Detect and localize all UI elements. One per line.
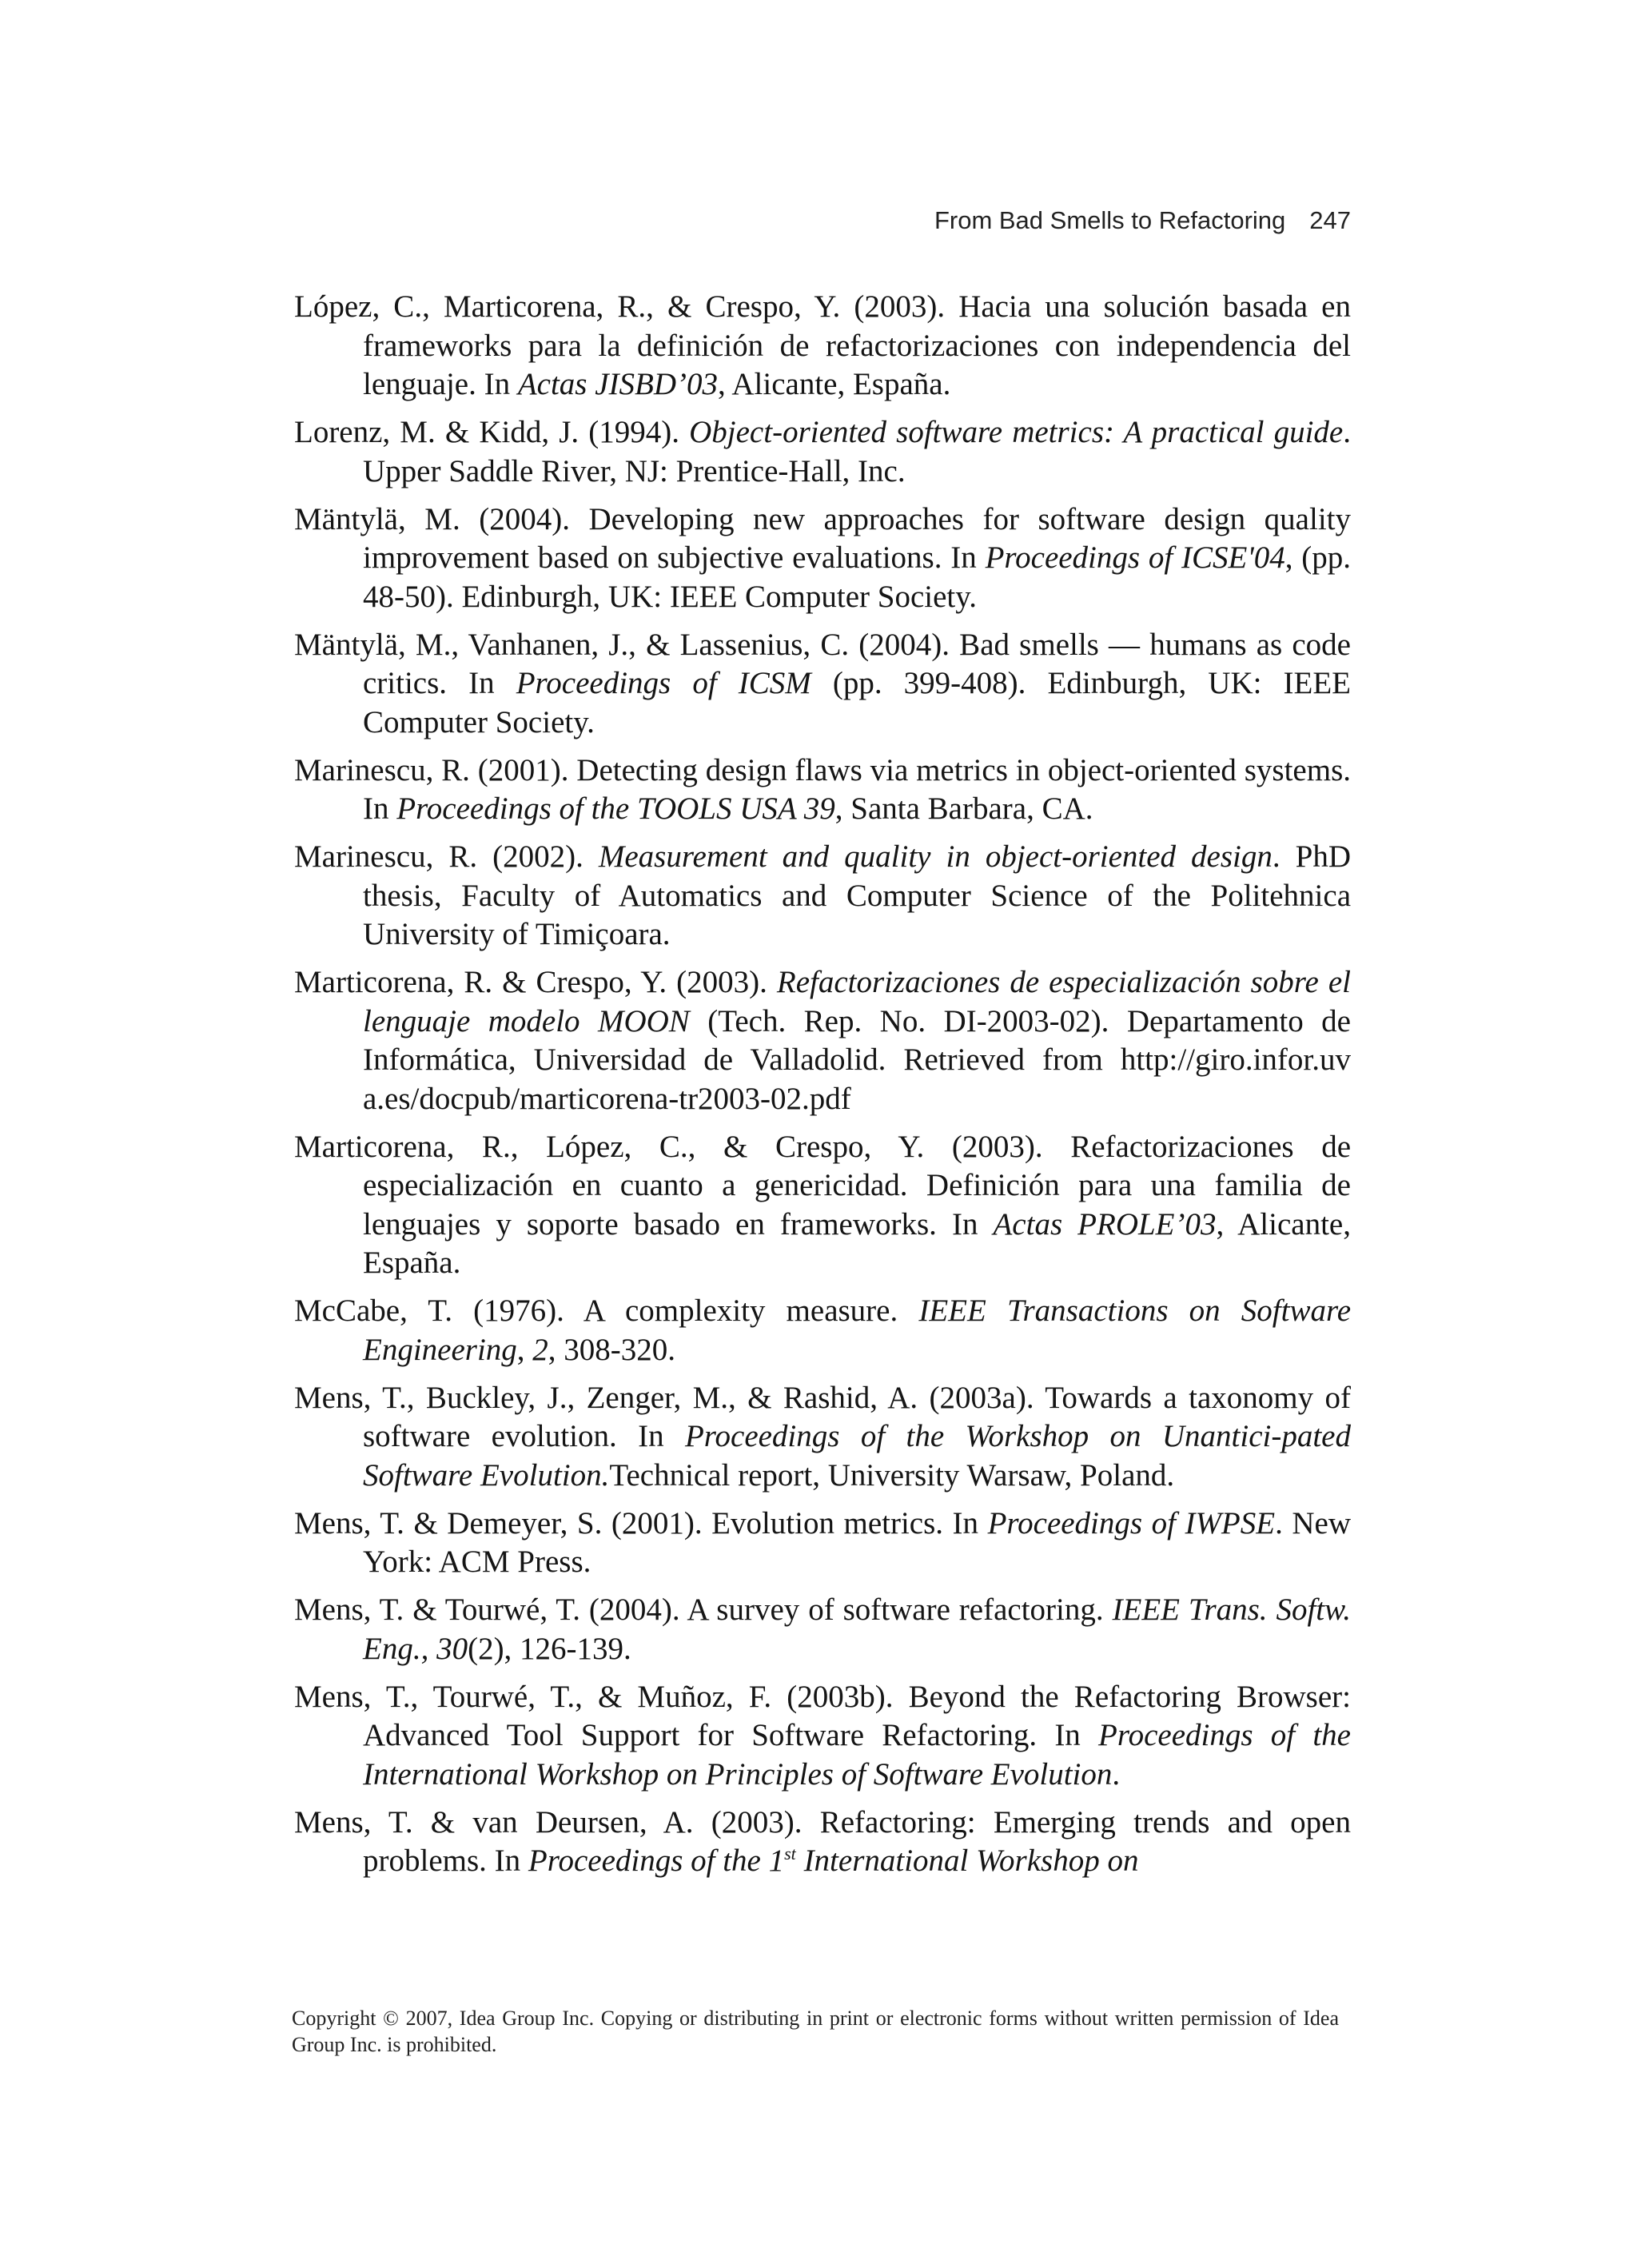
reference-text: López, C., Marticorena, R., & Crespo, Y. (2003). Hacia una solución basada en frameworks para la definición de refactorizaciones con independencia del lenguaje. In	[294, 289, 1351, 401]
reference-text: Mens, T. & van Deursen, A. (2003). Refactoring: Emerging trends and open problems. In	[294, 1804, 1351, 1878]
reference-text: , Alicante, España.	[718, 367, 951, 401]
reference-entry	[294, 1128, 1351, 1283]
reference-italic-text: Proceedings of ICSM	[516, 666, 811, 700]
reference-entry	[294, 1292, 1351, 1369]
reference-entry	[294, 413, 1351, 491]
reference-italic-text: Actas JISBD’03	[517, 367, 719, 401]
reference-text: .	[1112, 1756, 1121, 1792]
reference-italic-text: Refactorizaciones de especialización sobre el lenguaje modelo MOON	[363, 965, 1351, 1038]
reference-text: (Tech. Rep. No. DI-2003-02). Departamento de Informática, Universidad de Valladolid. Retrieved from http://giro.infor.uv a.es/docpub/marticorena-tr2003-02.pdf	[363, 1003, 1351, 1116]
reference-entry	[294, 288, 1351, 405]
reference-text: Marticorena, R., López, C., & Crespo, Y. (2003). Refactorizaciones de especialización en cuanto a genericidad. Definición para una familia de lenguajes y soporte basado en frameworks. In	[294, 1129, 1351, 1242]
reference-text: Mäntylä, M., Vanhanen, J., & Lassenius, C. (2004). Bad smells — humans as code critics. In	[294, 627, 1351, 700]
running-head	[879, 206, 1351, 235]
reference-italic-text: IEEE Transactions on Software Engineering	[363, 1293, 1352, 1367]
reference-italic-text: Actas PROLE’03	[993, 1206, 1217, 1242]
page-number: 247	[1309, 206, 1351, 234]
reference-text: . PhD thesis, Faculty of Automatics and Computer Science of the Politehnica University of Timiçoara.	[363, 839, 1351, 951]
reference-text: Lorenz, M. & Kidd, J. (1994).	[294, 415, 690, 449]
reference-text: Mens, T. & Demeyer, S. (2001). Evolution metrics. In	[294, 1505, 988, 1541]
reference-entry	[294, 963, 1351, 1118]
reference-italic-text: Proceedings of ICSE'04	[985, 540, 1285, 575]
reference-text: , Alicante, España.	[363, 1206, 1351, 1280]
reference-italic-text: Proceedings of IWPSE	[987, 1505, 1276, 1541]
reference-text: . Upper Saddle River, NJ: Prentice-Hall, Inc.	[363, 415, 1351, 488]
reference-list	[294, 288, 1351, 1890]
reference-text: , (pp. 48-50). Edinburgh, UK: IEEE Computer Society.	[363, 540, 1351, 614]
reference-italic-text: Measurement and quality in object-oriented design	[598, 839, 1273, 874]
reference-italic-text: 2	[532, 1332, 548, 1367]
reference-text: (2), 126-139.	[468, 1631, 631, 1666]
reference-text: Marinescu, R. (2001). Detecting design flaws via metrics in object-oriented systems. In	[294, 752, 1351, 826]
reference-text: Marticorena, R. & Crespo, Y. (2003).	[294, 965, 777, 999]
reference-entry	[294, 626, 1351, 743]
reference-italic-text: International Workshop on	[795, 1843, 1139, 1878]
reference-italic-text: IEEE Trans. Softw. Eng., 30	[363, 1592, 1352, 1666]
reference-italic-text: Proceedings of the Workshop on Unantici-pated Software Evolution.	[363, 1419, 1351, 1493]
reference-text: Mäntylä, M. (2004). Developing new approaches for software design quality improvement based on subjective evaluations. In	[294, 501, 1351, 575]
reference-text: Mens, T. & Tourwé, T. (2004). A survey of software refactoring.	[294, 1592, 1113, 1627]
reference-entry	[294, 500, 1351, 617]
reference-text: Mens, T., Buckley, J., Zenger, M., & Rashid, A. (2003a). Towards a taxonomy of software evolution. In	[294, 1380, 1351, 1453]
reference-text: McCabe, T. (1976). A complexity measure.	[294, 1293, 919, 1328]
reference-entry	[294, 751, 1351, 829]
reference-text: Mens, T., Tourwé, T., & Muñoz, F. (2003b). Beyond the Refactoring Browser: Advanced Tool Support for Software Refactoring. In	[294, 1679, 1351, 1752]
reference-text: , 308-320.	[548, 1332, 676, 1367]
reference-entry	[294, 1678, 1351, 1795]
reference-italic-text: Proceedings of the TOOLS USA 39	[396, 791, 835, 826]
reference-italic-text: st	[784, 1843, 796, 1863]
reference-text: (pp. 399-408). Edinburgh, UK: IEEE Computer Society.	[363, 666, 1352, 739]
running-title: From Bad Smells to Refactoring	[934, 206, 1286, 234]
reference-italic-text: Proceedings of the 1	[528, 1843, 785, 1878]
reference-entry	[294, 838, 1351, 955]
reference-text: Technical report, University Warsaw, Poland.	[609, 1457, 1175, 1493]
reference-text: . New York: ACM Press.	[363, 1505, 1352, 1579]
reference-text: , Santa Barbara, CA.	[834, 791, 1093, 826]
reference-italic-text: Object-oriented software metrics: A practical guide	[689, 415, 1344, 449]
reference-entry	[294, 1591, 1351, 1668]
reference-text: ,	[516, 1332, 533, 1367]
copyright-notice: Copyright © 2007, Idea Group Inc. Copying or distributing in print or electronic forms without written permission of Idea Group Inc. is prohibited.	[292, 2007, 1339, 2056]
reference-entry	[294, 1804, 1351, 1881]
reference-entry	[294, 1505, 1351, 1582]
reference-italic-text: Proceedings of the International Workshop on Principles of Software Evolution	[363, 1718, 1351, 1792]
reference-entry	[294, 1379, 1351, 1496]
reference-text: Marinescu, R. (2002).	[294, 839, 599, 874]
